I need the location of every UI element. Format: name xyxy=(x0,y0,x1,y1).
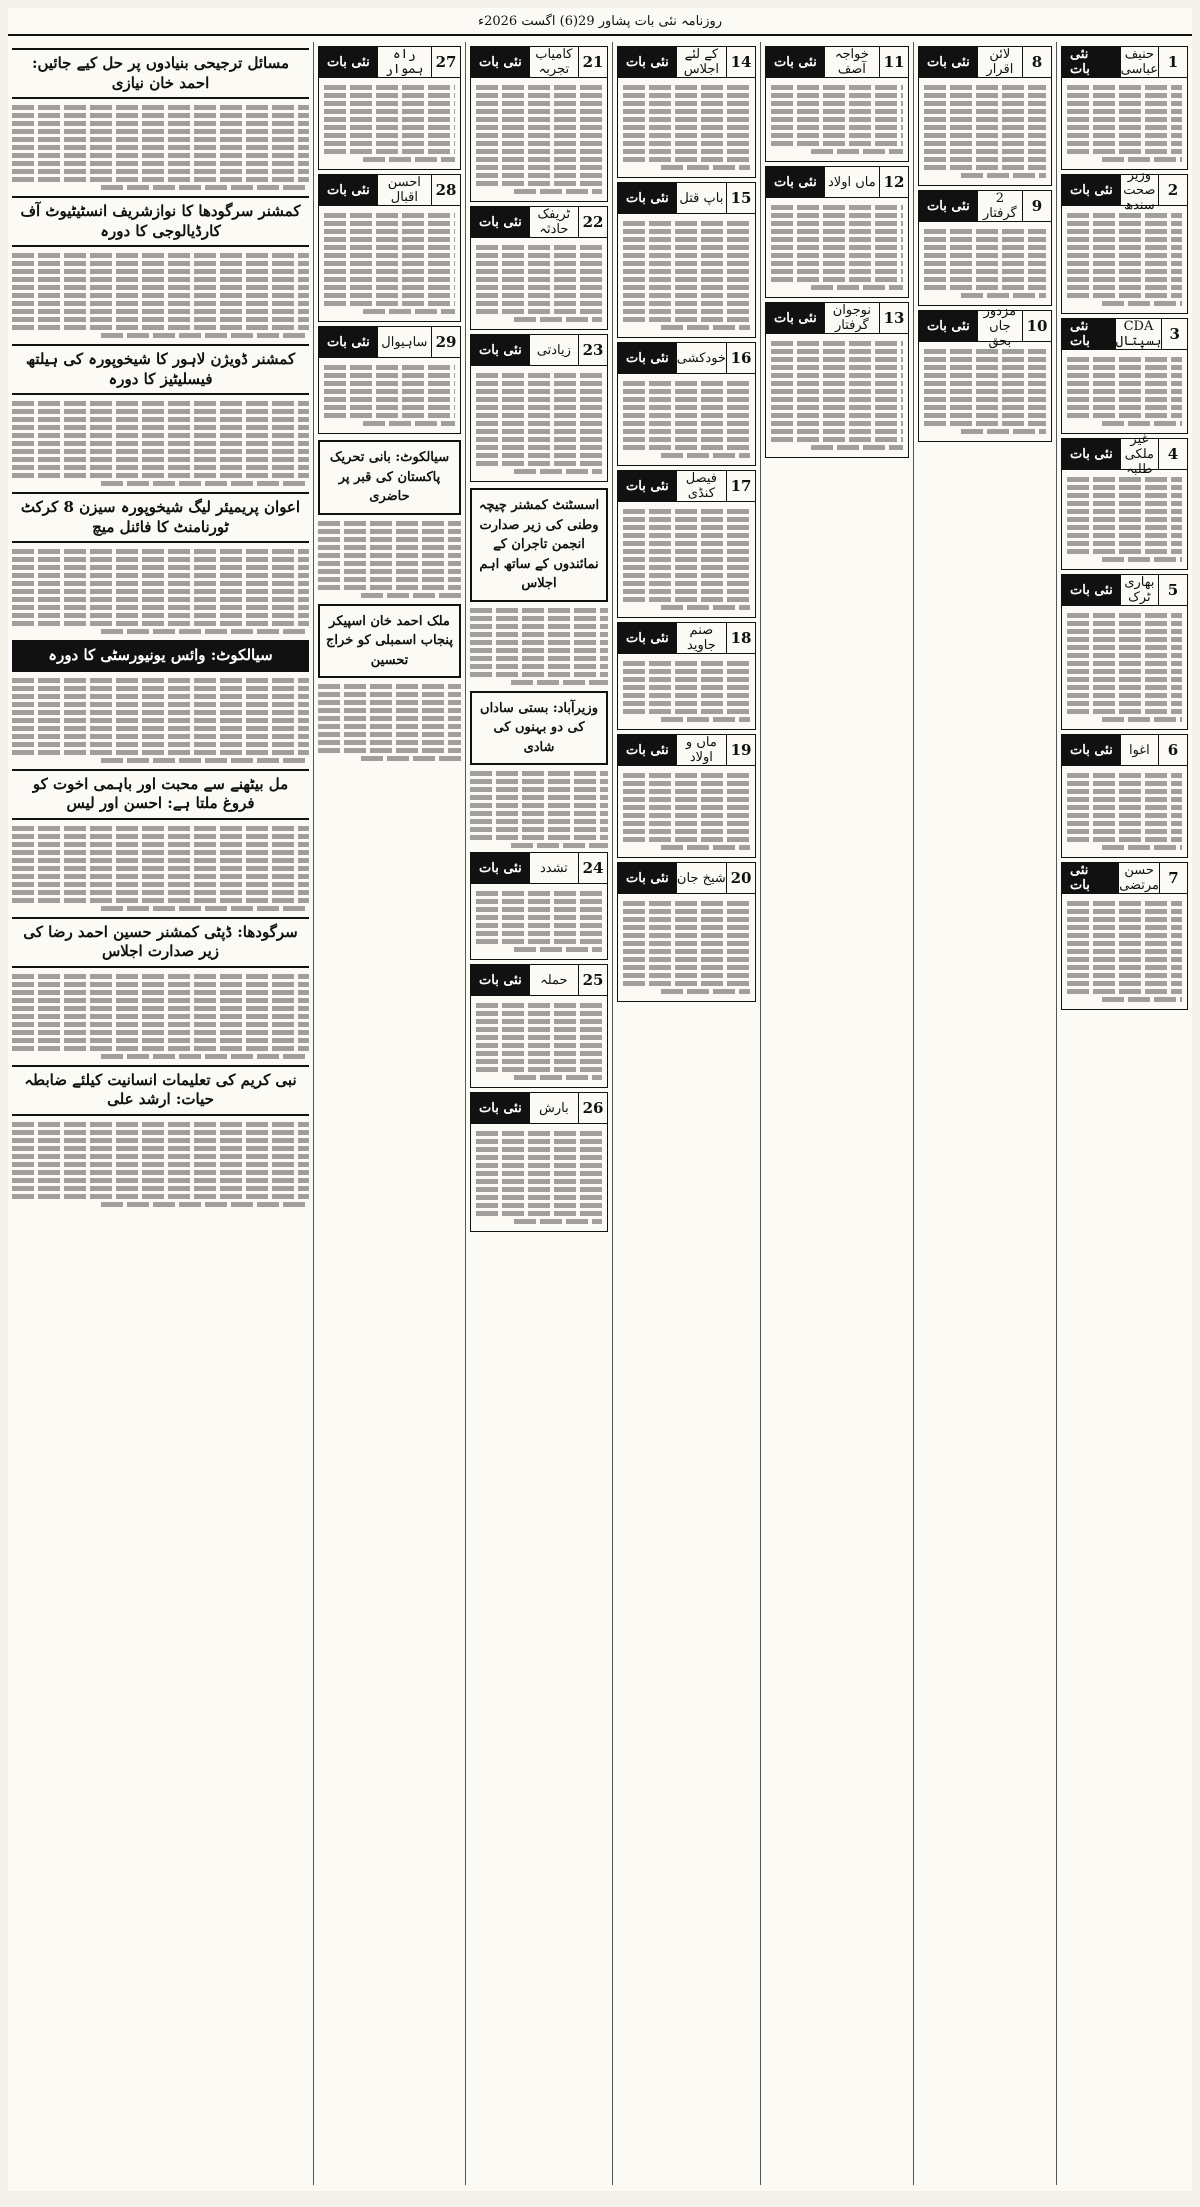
brand-badge: نئی بات xyxy=(919,311,978,341)
news-item-number: 4 xyxy=(1158,439,1187,469)
news-item xyxy=(617,622,756,730)
article-text xyxy=(476,891,602,952)
brand-badge: نئی بات xyxy=(766,303,825,333)
news-item-number: 10 xyxy=(1022,311,1051,341)
news-item xyxy=(318,326,461,434)
news-item-number: 18 xyxy=(726,623,755,653)
article-text xyxy=(1067,357,1182,426)
brand-badge: نئی بات xyxy=(471,47,530,77)
article-text xyxy=(12,549,309,634)
article-text xyxy=(324,85,455,162)
brand-badge: نئی بات xyxy=(919,191,978,221)
news-item-title: باپ قتل xyxy=(679,190,724,206)
lead-headline: سیالکوٹ: وائس یونیورسٹی کا دورہ xyxy=(12,640,309,672)
news-item-title: بارش xyxy=(539,1100,569,1116)
news-item-title: حنیف عباسی xyxy=(1120,47,1159,77)
news-item-header xyxy=(319,327,460,358)
article-text xyxy=(1067,901,1182,1002)
news-item xyxy=(1061,167,1188,314)
column-3 xyxy=(760,42,913,2185)
news-item-header xyxy=(319,47,460,78)
news-item-number: 1 xyxy=(1158,47,1187,77)
news-item-title: بھاری ٹرک xyxy=(1124,575,1155,605)
news-item-header xyxy=(1062,575,1187,606)
news-item xyxy=(1061,46,1188,170)
article-text xyxy=(470,771,608,848)
article-text xyxy=(476,1003,602,1080)
news-item xyxy=(918,46,1052,186)
brand-badge: نئی بات xyxy=(766,47,825,77)
article-text xyxy=(318,521,461,598)
column-6 xyxy=(313,42,465,2185)
news-item-number: 17 xyxy=(726,471,755,501)
news-item-number: 19 xyxy=(726,735,755,765)
news-item xyxy=(318,174,461,322)
news-item xyxy=(1061,574,1188,730)
column-7 xyxy=(8,42,313,2185)
news-item-number: 22 xyxy=(578,207,607,237)
article-text xyxy=(318,684,461,761)
article-text xyxy=(623,85,750,170)
news-item-header xyxy=(1062,863,1187,894)
news-item-title: خواجہ آصف xyxy=(834,47,869,77)
news-item xyxy=(617,862,756,1002)
news-item-number: 16 xyxy=(726,343,755,373)
article-text xyxy=(623,509,750,610)
article-text xyxy=(12,253,309,338)
article-text xyxy=(12,974,309,1059)
news-item-header xyxy=(471,335,607,366)
news-item xyxy=(918,190,1052,306)
brand-badge: نئی بات xyxy=(1062,863,1119,893)
news-item xyxy=(765,302,909,458)
news-item-header xyxy=(919,303,1051,349)
news-item xyxy=(617,734,756,858)
news-item-header xyxy=(618,863,755,894)
news-item xyxy=(617,470,756,618)
headline-box: سیالکوٹ: بانی تحریک پاکستان کی قبر پر حاضری xyxy=(318,440,461,515)
news-item-number: 8 xyxy=(1022,47,1051,77)
news-item-number: 13 xyxy=(879,303,908,333)
news-item-title: شیخ جان xyxy=(676,870,726,886)
news-item-header xyxy=(1062,431,1187,477)
article-text xyxy=(1067,213,1182,306)
news-item xyxy=(318,46,461,170)
article-text xyxy=(1067,85,1182,162)
lead-headline: سرگودھا: ڈپٹی کمشنر حسین احمد رضا کی زیر صدارت اجلاس xyxy=(12,917,309,968)
headline-box: اسسٹنٹ کمشنر چیچہ وطنی کی زیر صدارت انجمن تاجران کے نمائندوں کے ساتھ اہم اجلاس xyxy=(470,488,608,602)
news-item-number: 2 xyxy=(1158,175,1187,205)
news-item-header xyxy=(766,303,908,334)
article-text xyxy=(771,341,903,450)
article-text xyxy=(623,661,750,722)
article-text xyxy=(623,221,750,330)
news-item-title: مزدور جاں بحق xyxy=(983,303,1017,349)
news-item-number: 27 xyxy=(431,47,460,77)
news-item-title: ٹریفک حادثہ xyxy=(537,207,571,237)
brand-badge: نئی بات xyxy=(618,183,677,213)
article-text xyxy=(476,373,602,474)
newspaper-page xyxy=(8,8,1192,2191)
article-text xyxy=(476,85,602,194)
news-item xyxy=(765,46,909,162)
news-item-title: زیادتی xyxy=(536,342,571,358)
brand-badge: نئی بات xyxy=(1062,175,1121,205)
column-4 xyxy=(612,42,760,2185)
news-item-header xyxy=(471,47,607,78)
article-text xyxy=(12,826,309,911)
article-text xyxy=(924,349,1046,434)
news-item-title: فیصل کنڈی xyxy=(685,471,717,501)
news-item-title: ماں و اولاد xyxy=(685,735,717,765)
article-text xyxy=(12,105,309,190)
news-item xyxy=(1061,734,1188,858)
article-text xyxy=(12,678,309,763)
article-text xyxy=(476,1131,602,1224)
news-item-number: 21 xyxy=(578,47,607,77)
brand-badge: نئی بات xyxy=(766,167,825,197)
news-item-header xyxy=(919,191,1051,222)
brand-badge: نئی بات xyxy=(319,327,378,357)
news-item-number: 14 xyxy=(726,47,755,77)
brand-badge: نئی بات xyxy=(618,735,677,765)
brand-badge: نئی بات xyxy=(618,47,677,77)
news-item-header xyxy=(471,1093,607,1124)
brand-badge: نئی بات xyxy=(319,175,378,205)
news-item-title: کے لئے اجلاس xyxy=(683,47,719,77)
lead-headline: کمشنر ڈویژن لاہور کا شیخوپورہ کی ہیلتھ فیسلیٹیز کا دورہ xyxy=(12,344,309,395)
news-item-number: 7 xyxy=(1159,863,1187,893)
article-text xyxy=(470,608,608,685)
news-item-number: 5 xyxy=(1158,575,1187,605)
news-item-header xyxy=(1062,319,1187,350)
news-item-header xyxy=(618,735,755,766)
news-item xyxy=(470,206,608,330)
news-item-number: 25 xyxy=(578,965,607,995)
news-item-title: تشدد xyxy=(539,860,568,876)
brand-badge: نئی بات xyxy=(919,47,978,77)
article-text xyxy=(771,85,903,154)
news-item-header xyxy=(766,167,908,198)
news-item xyxy=(1061,431,1188,570)
news-item-title: ساہیوال xyxy=(381,334,428,350)
brand-badge: نئی بات xyxy=(618,863,677,893)
news-item-number: 24 xyxy=(578,853,607,883)
column-5 xyxy=(465,42,612,2185)
news-item-header xyxy=(471,207,607,238)
news-item-number: 9 xyxy=(1022,191,1051,221)
headline-box: وزیرآباد: بستی ساداں کی دو بہنوں کی شادی xyxy=(470,691,608,766)
news-item-title: حسن مرتضی xyxy=(1119,863,1160,893)
brand-badge: نئی بات xyxy=(471,207,530,237)
news-item-title: راہ ہموار xyxy=(385,47,424,77)
article-text xyxy=(12,401,309,486)
brand-badge: نئی بات xyxy=(471,965,530,995)
article-text xyxy=(623,381,750,458)
brand-badge: نئی بات xyxy=(1062,319,1116,349)
news-item xyxy=(470,1092,608,1232)
article-text xyxy=(324,365,455,426)
news-item-header xyxy=(471,853,607,884)
news-item-number: 20 xyxy=(726,863,755,893)
news-item-title: وزیر صحت سندھ xyxy=(1123,167,1156,213)
article-text xyxy=(324,213,455,314)
news-item-header xyxy=(618,183,755,214)
news-item-number: 28 xyxy=(431,175,460,205)
news-item-title: نوجوان گرفتار xyxy=(832,303,871,333)
masthead-date-line: روزنامہ نئی بات پشاور 29(6) اگست 2026ء xyxy=(8,8,1192,36)
lead-headline: مل بیٹھنے سے محبت اور باہمی اخوت کو فروغ ملتا ہے: احسن اور لیس xyxy=(12,769,309,820)
lead-headline: نبی کریم کی تعلیمات انسانیت کیلئے ضابطہ حیات: ارشد علی xyxy=(12,1065,309,1116)
article-text xyxy=(623,773,750,850)
news-item xyxy=(617,342,756,466)
news-item-title: لائن اقرار xyxy=(986,47,1014,77)
news-item-title: 2 گرفتار xyxy=(982,191,1017,221)
news-item-header xyxy=(618,343,755,374)
news-item-number: 15 xyxy=(726,183,755,213)
news-item xyxy=(470,334,608,482)
news-item-title: حملہ xyxy=(540,972,568,988)
brand-badge: نئی بات xyxy=(471,335,530,365)
brand-badge: نئی بات xyxy=(618,623,677,653)
news-item-header xyxy=(1062,47,1187,78)
news-item-header xyxy=(618,623,755,654)
lead-headline: اعوان پریمیئر لیگ شیخوپورہ سیزن 8 کرکٹ ٹورنامنٹ کا فائنل میچ xyxy=(12,492,309,543)
news-item-header xyxy=(471,965,607,996)
news-item-title: خودکشی xyxy=(676,350,726,366)
news-item xyxy=(470,964,608,1088)
news-item-title: صنم جاوید xyxy=(687,623,716,653)
news-item-number: 23 xyxy=(578,335,607,365)
article-text xyxy=(1067,773,1182,850)
news-item-header xyxy=(618,471,755,502)
article-text xyxy=(924,229,1046,298)
article-text xyxy=(1067,613,1182,722)
news-item xyxy=(1061,318,1188,434)
lead-headline: مسائل ترجیحی بنیادوں پر حل کیے جائیں: احمد خان نیازی xyxy=(12,48,309,99)
brand-badge: نئی بات xyxy=(618,471,677,501)
article-text xyxy=(12,1122,309,1207)
news-item xyxy=(617,182,756,338)
news-item-title: اغوا xyxy=(1128,742,1150,758)
news-item-number: 26 xyxy=(578,1093,607,1123)
news-item-header xyxy=(319,175,460,206)
news-item-number: 3 xyxy=(1161,319,1187,349)
news-item-title: غیر ملکی طلبہ xyxy=(1124,431,1155,477)
news-item-number: 12 xyxy=(879,167,908,197)
news-item-header xyxy=(919,47,1051,78)
news-item-header xyxy=(766,47,908,78)
article-text xyxy=(924,85,1046,178)
news-item xyxy=(470,852,608,960)
column-2 xyxy=(913,42,1056,2185)
news-item-header xyxy=(618,47,755,78)
brand-badge: نئی بات xyxy=(618,343,677,373)
news-item xyxy=(470,46,608,202)
brand-badge: نئی بات xyxy=(471,1093,530,1123)
news-item-title: CDA ہسپتال xyxy=(1115,319,1162,349)
brand-badge: نئی بات xyxy=(1062,735,1121,765)
news-item-title: ماں اولاد xyxy=(828,174,876,190)
brand-badge: نئی بات xyxy=(1062,439,1121,469)
article-text xyxy=(476,245,602,322)
news-item-number: 6 xyxy=(1158,735,1187,765)
headline-box: ملک احمد خان اسپیکر پنجاب اسمبلی کو خراج تحسین xyxy=(318,604,461,679)
article-text xyxy=(771,205,903,290)
brand-badge: نئی بات xyxy=(1062,47,1121,77)
news-item-number: 29 xyxy=(431,327,460,357)
news-item-header xyxy=(1062,167,1187,213)
news-item-number: 11 xyxy=(879,47,908,77)
news-item xyxy=(1061,862,1188,1010)
lead-headline: کمشنر سرگودھا کا نوازشریف انسٹیٹیوٹ آف کارڈیالوجی کا دورہ xyxy=(12,196,309,247)
brand-badge: نئی بات xyxy=(1062,575,1121,605)
news-item-title: کامیاب تجربہ xyxy=(535,47,573,77)
article-text xyxy=(623,901,750,994)
brand-badge: نئی بات xyxy=(319,47,378,77)
news-item xyxy=(765,166,909,298)
news-item xyxy=(617,46,756,178)
column-1 xyxy=(1056,42,1192,2185)
news-item-header xyxy=(1062,735,1187,766)
brand-badge: نئی بات xyxy=(471,853,530,883)
news-item-title: احسن اقبال xyxy=(387,175,421,205)
article-text xyxy=(1067,477,1182,562)
news-item xyxy=(918,303,1052,442)
